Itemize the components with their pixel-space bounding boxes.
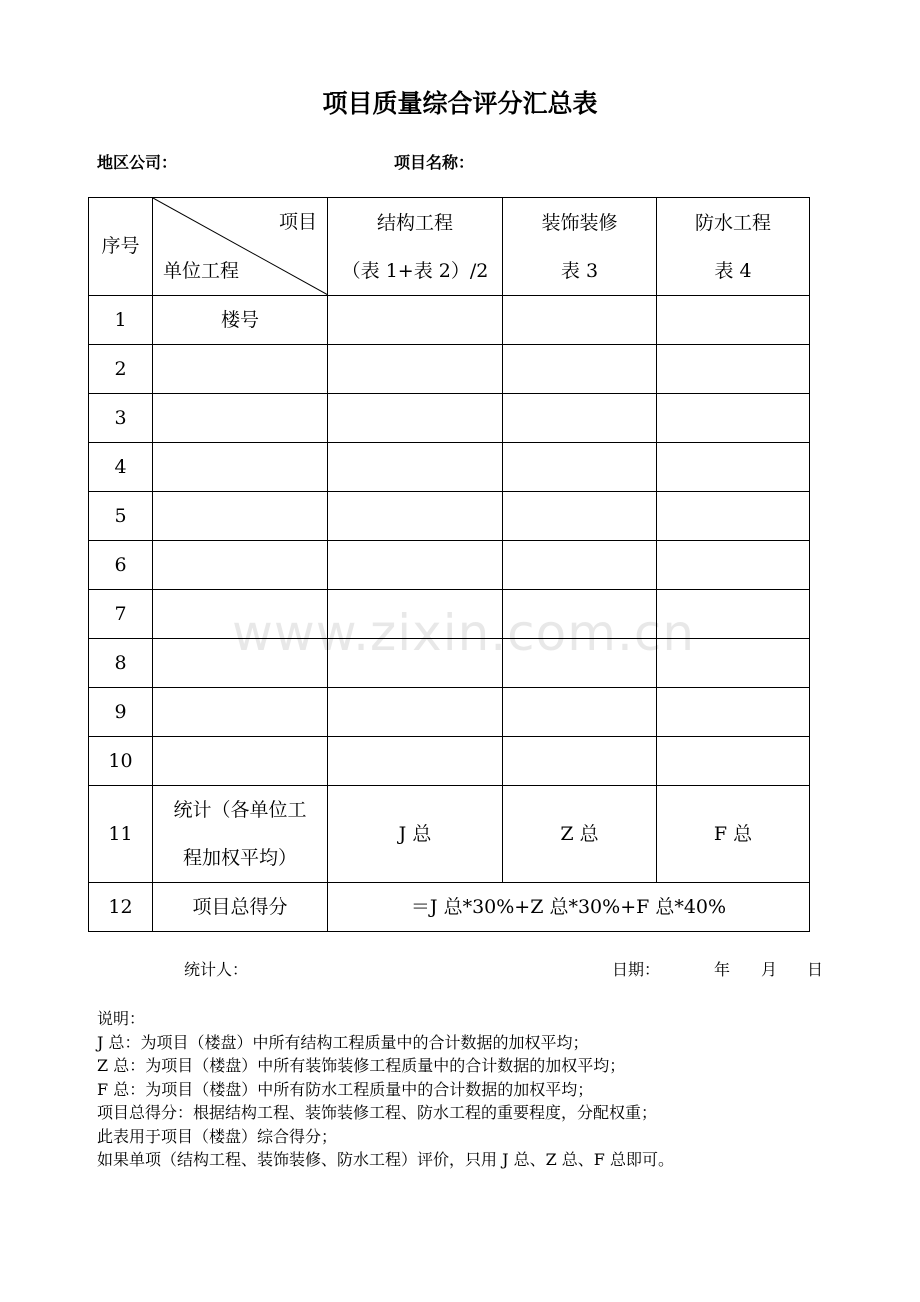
date-year: 年: [714, 960, 731, 979]
stat-label-line1: 统计（各单位工: [173, 799, 307, 821]
row-waterproof-cell: [657, 492, 810, 541]
row-waterproof-cell: [657, 688, 810, 737]
row-seq: 1: [89, 296, 153, 345]
total-seq: 12: [89, 883, 153, 932]
note-item: J 总：为项目（楼盘）中所有结构工程质量中的合计数据的加权平均；: [97, 1032, 589, 1052]
note-item: Z 总：为项目（楼盘）中所有装饰装修工程质量中的合计数据的加权平均；: [97, 1056, 626, 1075]
stat-seq: 11: [89, 786, 153, 883]
region-company-label: 地区公司：: [97, 153, 178, 172]
row-seq: 5: [89, 492, 153, 541]
row-seq: 9: [89, 688, 153, 737]
date-label: 日期：: [612, 960, 661, 979]
row-waterproof-cell: [657, 394, 810, 443]
score-summary-table: [88, 197, 810, 932]
row-waterproof-cell: [657, 443, 810, 492]
stat-j-total: J 总: [328, 786, 503, 883]
page-title: 项目质量综合评分汇总表: [322, 89, 598, 118]
header-decoration-line2: 表 3: [560, 259, 599, 282]
row-waterproof-cell: [657, 737, 810, 786]
header-diag-top: 项目: [278, 211, 317, 233]
note-item: 项目总得分：根据结构工程、装饰装修工程、防水工程的重要程度，分配权重；: [97, 1103, 658, 1122]
notes: [97, 1007, 674, 1172]
table-row: [89, 345, 810, 394]
row-decoration-cell: [503, 688, 657, 737]
row-structure-cell: [328, 492, 503, 541]
header-waterproof-line2: 表 4: [714, 259, 752, 282]
header-diag-bottom: 单位工程: [163, 260, 240, 282]
row-seq: 8: [89, 639, 153, 688]
row-seq: 3: [89, 394, 153, 443]
note-item: 如果单项（结构工程、装饰装修、防水工程）评价，只用 J 总、Z 总、F 总即可。: [97, 1150, 674, 1169]
row-seq: 2: [89, 345, 153, 394]
row-structure-cell: [328, 394, 503, 443]
row-seq: 7: [89, 590, 153, 639]
header-structure-line1: 结构工程: [376, 211, 453, 234]
project-name-label: 项目名称：: [394, 153, 475, 172]
header-decoration-line1: 装饰装修: [541, 211, 618, 234]
row-unit: [153, 345, 328, 394]
stat-label-line2: 程加权平均）: [182, 847, 297, 869]
header-waterproof-line1: 防水工程: [694, 211, 771, 234]
header-diagonal-cell: [153, 198, 328, 296]
row-unit: [153, 394, 328, 443]
row-decoration-cell: [503, 443, 657, 492]
row-decoration-cell: [503, 737, 657, 786]
table-row: [89, 296, 810, 345]
row-decoration-cell: [503, 345, 657, 394]
header-structure-line2: （表 1+表 2）/2: [341, 259, 489, 282]
total-row: [89, 883, 810, 932]
table-row: [89, 492, 810, 541]
row-waterproof-cell: [657, 541, 810, 590]
header-seq: 序号: [89, 198, 153, 296]
row-structure-cell: [328, 345, 503, 394]
date-day: 日: [807, 960, 824, 979]
date-month: 月: [761, 960, 778, 979]
row-seq: 10: [89, 737, 153, 786]
header-waterproof: [657, 198, 810, 296]
row-structure-cell: [328, 443, 503, 492]
table-row: [89, 737, 810, 786]
row-seq: 6: [89, 541, 153, 590]
header-structure: [328, 198, 503, 296]
row-structure-cell: [328, 737, 503, 786]
total-formula: ＝J 总*30%+Z 总*30%+F 总*40%: [328, 883, 810, 932]
row-decoration-cell: [503, 296, 657, 345]
table-row: [89, 394, 810, 443]
row-structure-cell: [328, 541, 503, 590]
row-unit: [153, 541, 328, 590]
row-unit: [153, 737, 328, 786]
row-unit: [153, 492, 328, 541]
row-decoration-cell: [503, 541, 657, 590]
stat-z-total: Z 总: [503, 786, 657, 883]
table-row: [89, 688, 810, 737]
note-item: 此表用于项目（楼盘）综合得分；: [97, 1126, 338, 1146]
row-waterproof-cell: [657, 296, 810, 345]
row-structure-cell: [328, 296, 503, 345]
row-unit: 楼号: [153, 296, 328, 345]
note-item: F 总：为项目（楼盘）中所有防水工程质量中的合计数据的加权平均；: [97, 1079, 594, 1099]
watermark: www.zixin.com.cn: [232, 604, 696, 662]
total-label: 项目总得分: [153, 883, 328, 932]
table-header-row: [89, 198, 810, 296]
row-waterproof-cell: [657, 345, 810, 394]
row-seq: 4: [89, 443, 153, 492]
stat-label: [153, 786, 328, 883]
stat-row: [89, 786, 810, 883]
table-row: [89, 541, 810, 590]
row-decoration-cell: [503, 394, 657, 443]
header-decoration: [503, 198, 657, 296]
row-unit: [153, 443, 328, 492]
row-decoration-cell: [503, 492, 657, 541]
stat-f-total: F 总: [657, 786, 810, 883]
table-row: [89, 443, 810, 492]
row-structure-cell: [328, 688, 503, 737]
notes-heading: 说明：: [97, 1009, 146, 1028]
row-unit: [153, 688, 328, 737]
stat-person-label: 统计人：: [184, 960, 249, 979]
